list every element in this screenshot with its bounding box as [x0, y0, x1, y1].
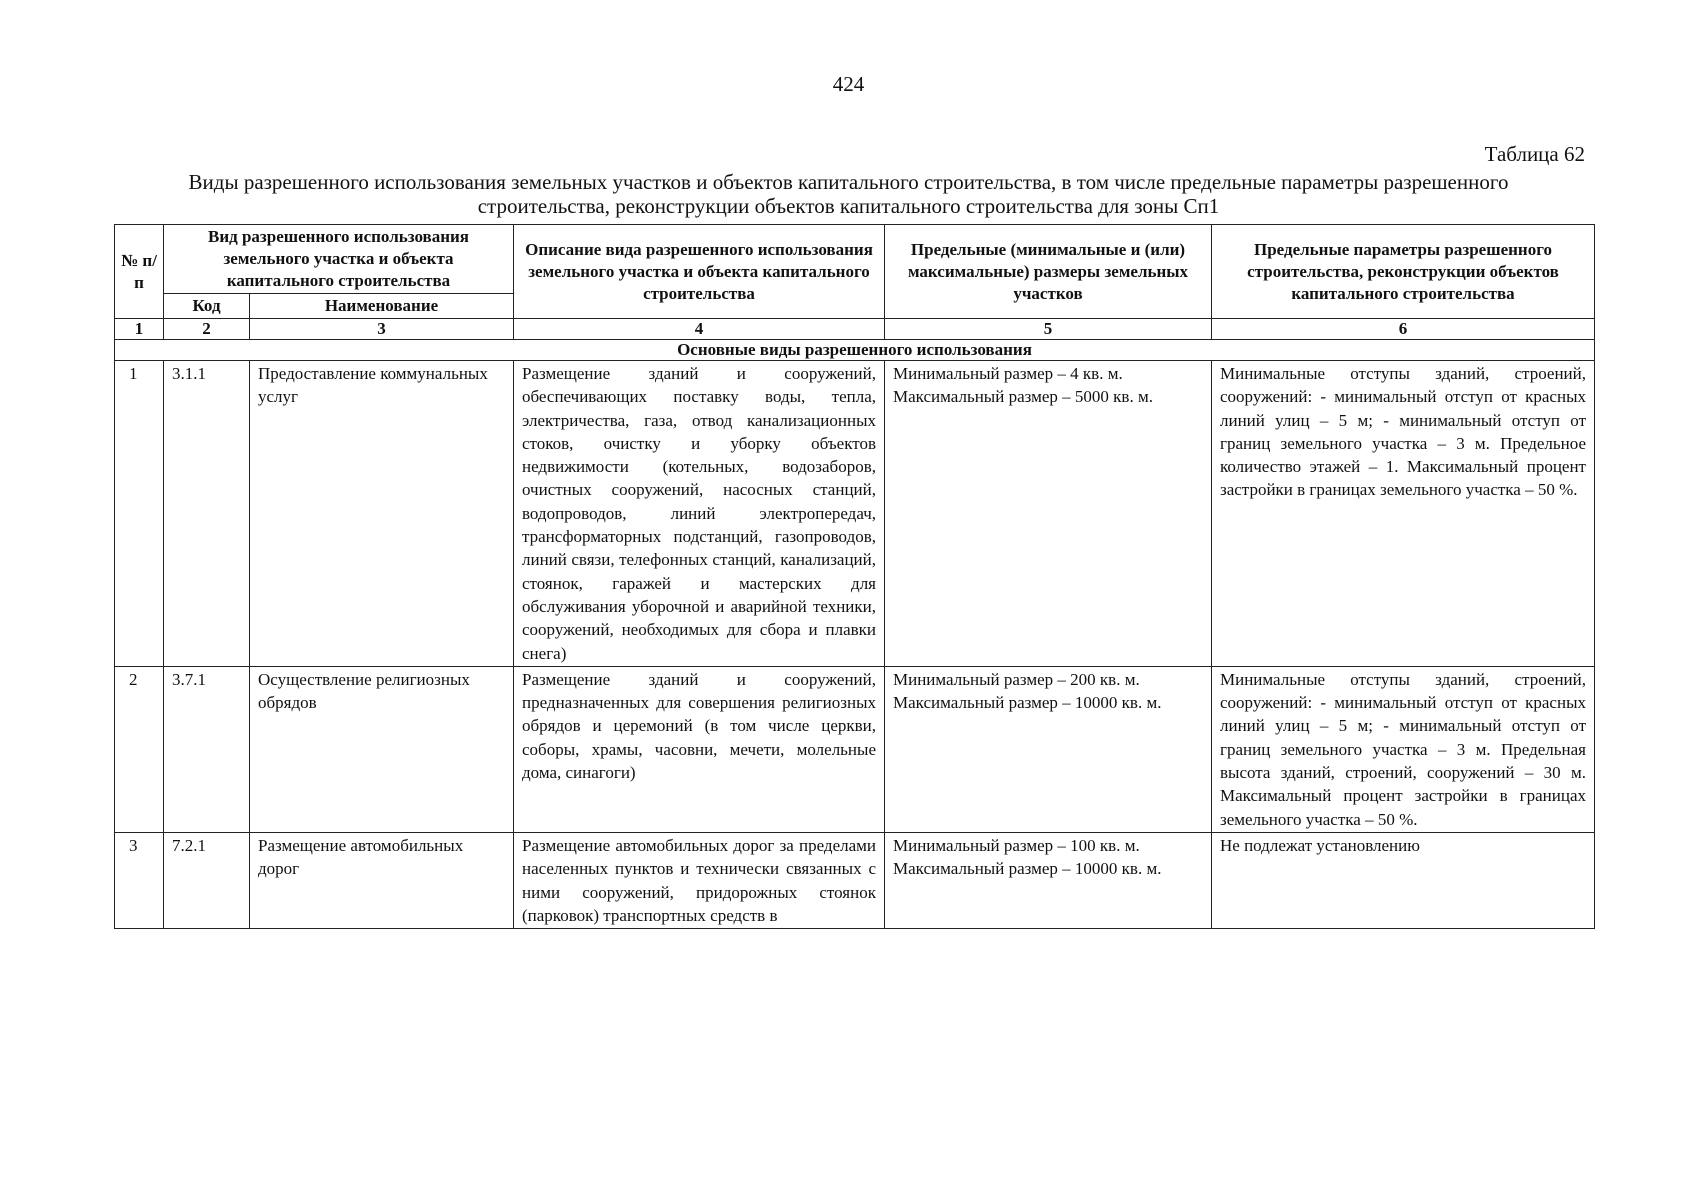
row-num: 2: [115, 666, 164, 832]
row-code: 7.2.1: [164, 832, 250, 928]
row-params: Не подлежат установлению: [1212, 832, 1595, 928]
row-size: Минимальный размер – 4 кв. м. Максимальный размер – 5000 кв. м.: [885, 361, 1212, 667]
header-description: Описание вида разрешенного использования земельного участка и объекта капитального строительства: [514, 225, 885, 319]
row-num: 1: [115, 361, 164, 667]
column-number: 6: [1212, 319, 1595, 340]
section-title: Основные виды разрешенного использования: [115, 340, 1595, 361]
row-params: Минимальные отступы зданий, строений, сооружений: - минимальный отступ от красных линий улиц – 5 м; - минимальный отступ от границ земельного участка – 3 м. Предельная высота зданий, строений, сооружений – 30 м. Максимальный процент застройки в границах земельного участка – 50 %.: [1212, 666, 1595, 832]
header-num: № п/п: [115, 225, 164, 319]
row-description: Размещение автомобильных дорог за пределами населенных пунктов и технически связанных с ними сооружений, придорожных стоянок (парковок) транспортных средств в: [514, 832, 885, 928]
row-name: Размещение автомобильных дорог: [250, 832, 514, 928]
page-number: 424: [832, 72, 865, 96]
table-title: Виды разрешенного использования земельных участков и объектов капитального строительства, в том числе предельные параметры разрешенного строительства, реконструкции объектов капитального строительства для зоны Сп1: [188, 170, 1509, 218]
land-use-table: [114, 224, 1595, 929]
table-row: [115, 361, 1595, 667]
row-description: Размещение зданий и сооружений, предназначенных для совершения религиозных обрядов и церемоний (в том числе церкви, соборы, храмы, часовни, мечети, молельные дома, синагоги): [514, 666, 885, 832]
row-code: 3.7.1: [164, 666, 250, 832]
section-row: [115, 340, 1595, 361]
row-size: Минимальный размер – 100 кв. м. Максимальный размер – 10000 кв. м.: [885, 832, 1212, 928]
row-size: Минимальный размер – 200 кв. м. Максимальный размер – 10000 кв. м.: [885, 666, 1212, 832]
table-row: [115, 666, 1595, 832]
column-number: 4: [514, 319, 885, 340]
column-number: 5: [885, 319, 1212, 340]
row-params: Минимальные отступы зданий, строений, сооружений: - минимальный отступ от красных линий улиц – 5 м; - минимальный отступ от границ земельного участка – 3 м. Предельное количество этажей – 1. Максимальный процент застройки в границах земельного участка – 50 %.: [1212, 361, 1595, 667]
header-name: Наименование: [250, 294, 514, 319]
row-name: Осуществление религиозных обрядов: [250, 666, 514, 832]
header-size: Предельные (минимальные и (или) максимальные) размеры земельных участков: [885, 225, 1212, 319]
header-code: Код: [164, 294, 250, 319]
column-number: 1: [115, 319, 164, 340]
row-num: 3: [115, 832, 164, 928]
header-vid: Вид разрешенного использования земельного участка и объекта капитального строительства: [164, 225, 514, 294]
row-description: Размещение зданий и сооружений, обеспечивающих поставку воды, тепла, электричества, газа, отвод канализационных стоков, очистку и уборку объектов недвижимости (котельных, водозаборов, очистных сооружений, насосных станций, водопроводов, линий электропередач, трансформаторных подстанций, газопроводов, линий связи, телефонных станций, канализаций, стоянок, гаражей и мастерских для обслуживания уборочной и аварийной техники, сооружений, необходимых для сбора и плавки снега): [514, 361, 885, 667]
row-code: 3.1.1: [164, 361, 250, 667]
column-number: 2: [164, 319, 250, 340]
row-name: Предоставление коммунальных услуг: [250, 361, 514, 667]
table-row: [115, 832, 1595, 928]
column-number: 3: [250, 319, 514, 340]
column-number-row: [115, 319, 1595, 340]
header-params: Предельные параметры разрешенного строительства, реконструкции объектов капитального строительства: [1212, 225, 1595, 319]
table-label: Таблица 62: [1484, 142, 1585, 166]
